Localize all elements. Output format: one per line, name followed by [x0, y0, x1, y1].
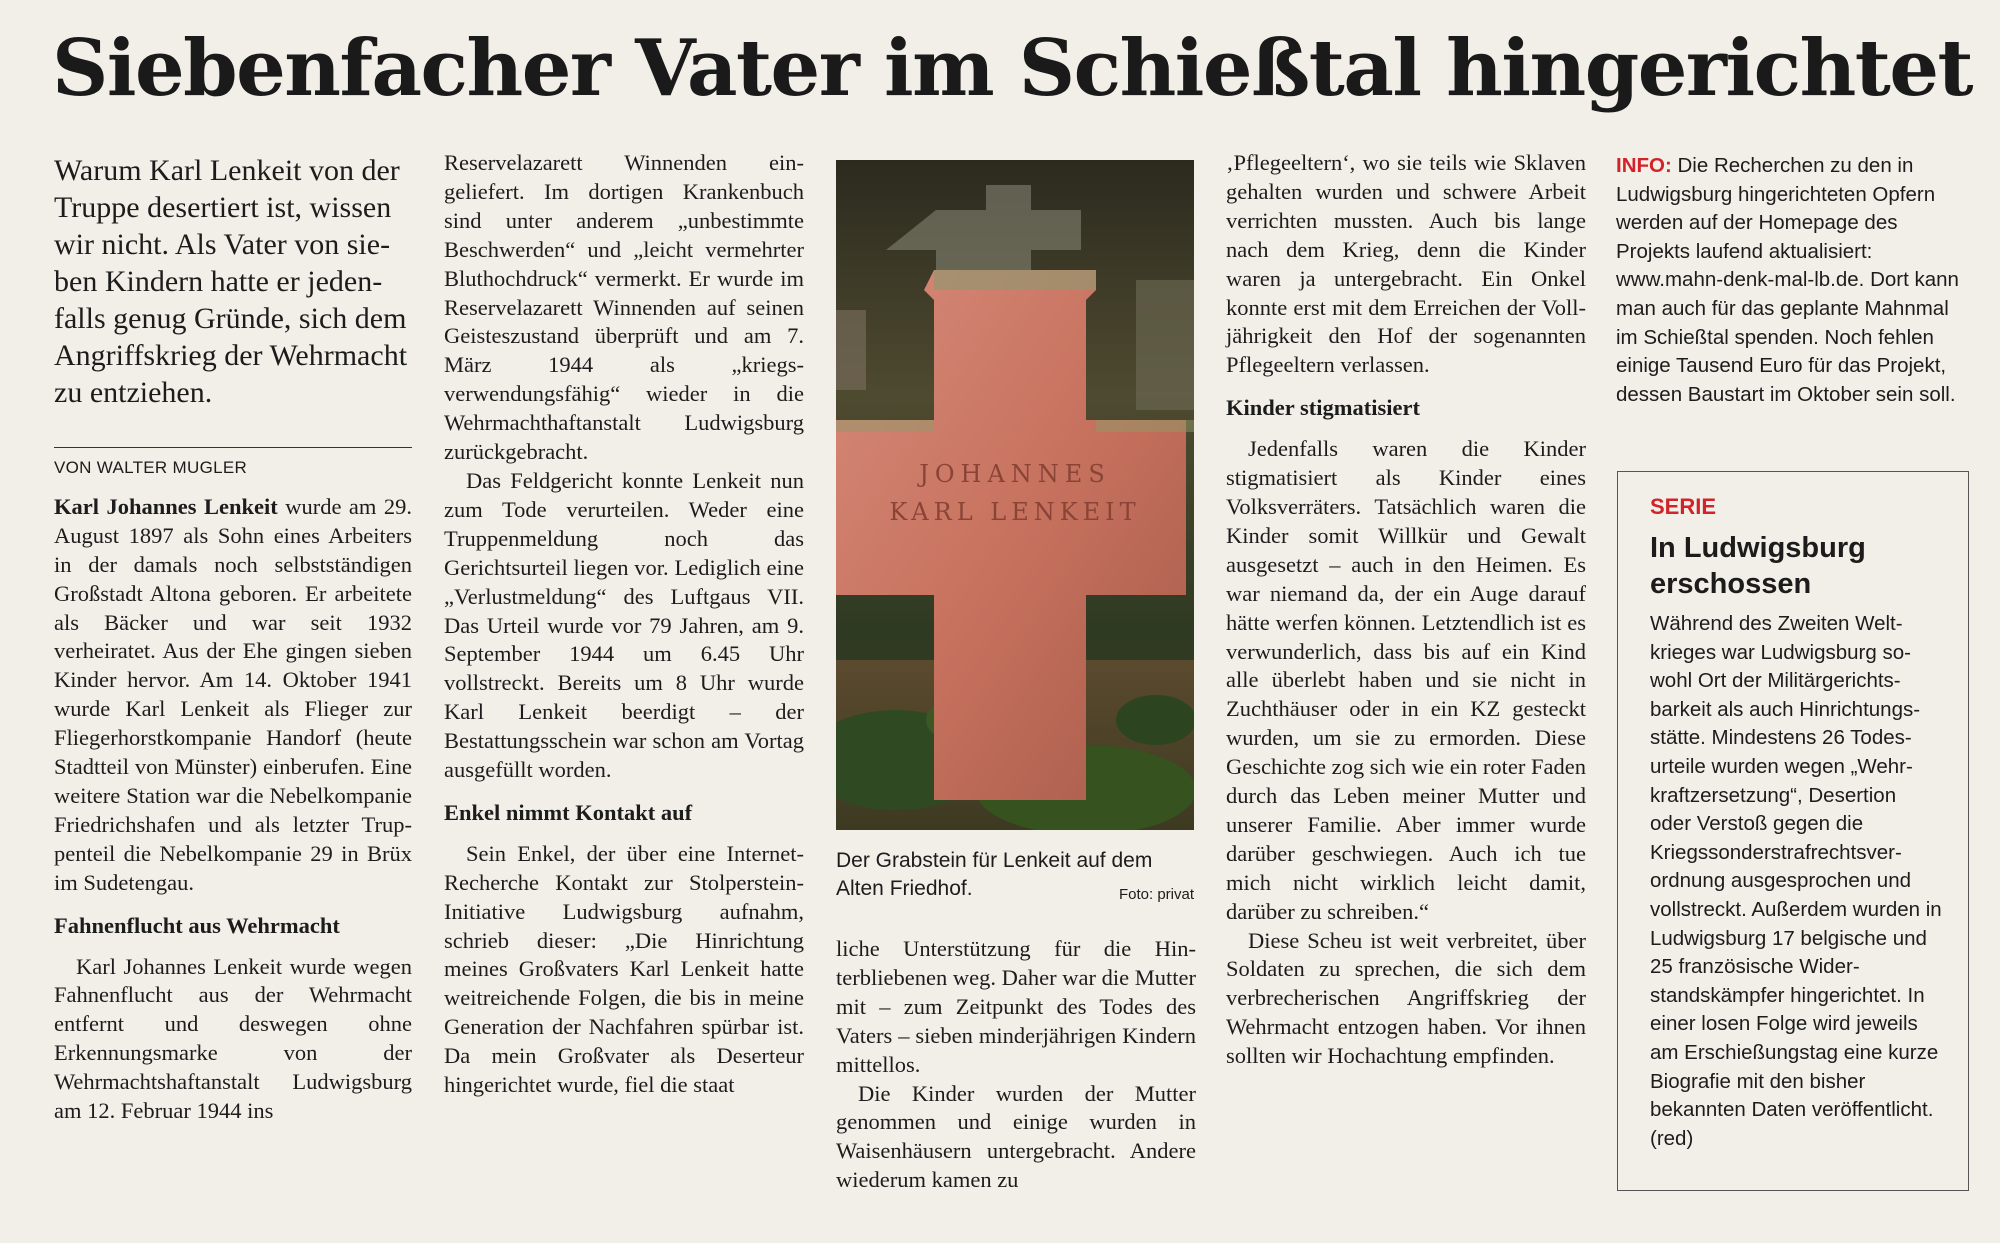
col2-paragraph-1: Reservelazarett Winnenden eingeliefert. Im dortigen Krankenbuch sind unter anderem „unbestimmte Beschwerden“ und „leicht vermehrter Bluthochdruck“ vermerkt. Er wurde im Reservelazarett Winnenden auf seinen Geisteszustand überprüft und am 7. März 1944 als „kriegsverwendungsfähig“ wieder in die Wehrmachthaftanstalt Ludwigsburg zurückgebracht. [444, 150, 804, 465]
col1-paragraph-2: Karl Johannes Lenkeit wurde wegen Fahnenflucht aus der Wehrmacht entfernt und deswegen ohne Erkennungsmarke von der Wehrmachtshaftanstalt Ludwigsburg am 12. Februar 1944 ins [54, 953, 412, 1124]
column-2 [444, 149, 804, 1100]
column-4 [1226, 149, 1586, 1071]
info-box [1616, 152, 1968, 409]
col4-paragraph-2: Jedenfalls waren die Kinder stigmatisiert als Kinder eines Volksverräters. Tatsächlich waren die Kinder somit Willkür und Gewalt ausgesetzt – auch in den Heimen. Es war niemand da, der ein Auge darauf hätte werfen können. Letztendlich ist es verwunderlich, dass bis auf ein Kind alle überlebt haben und sie nicht in Zuchthäuser oder in ein KZ gesteckt wurden, um sie zu ermorden. Diese Geschichte zog sich wie ein roter Faden durch das Leben meiner Mutter und unserer Familie. Aber immer wurde darüber geschwiegen. Auch ich tue mich nicht wirklich leicht damit, darüber zu schreiben.“ [1226, 436, 1586, 924]
info-tag: INFO: [1616, 154, 1672, 177]
headline: Siebenfacher Vater im Schießtal hingerichtet [52, 23, 1972, 114]
serie-text: Während des Zweiten Weltkrieges war Ludwigsburg sowohl Ort der Militärgerichtsbarkeit als auch Hinrichtungsstätte. Mindestens 26 Todesurteile wurden wegen „Wehrkraftzersetzung“, Desertion oder Verstoß gegen die Kriegssonderstrafrechtsverordnung ausgesprochen und vollstreckt. Außerdem wurden in Ludwigsburg 17 belgische und 25 französische Widerstandskämpfer hingerichtet. In einer losen Folge wird jeweils am Erschießungstag eine kurze Biografie mit den bisher bekannten Daten veröffentlicht. (red) [1650, 612, 1942, 1150]
photo-credit: Foto: privat [1118, 886, 1194, 903]
col1-paragraph-1-text: wurde am 29. August 1897 als Sohn eines Arbeiters in der damals noch selbstständigen Großstadt Altona geboren. Er arbeitete als Bäcker und war seit 1932 verheiratet. Aus der Ehe gingen sieben Kinder hervor. Am 14. Oktober 1941 wurde Karl Lenkeit als Flieger zur Fliegerhorstkompanie Handorf (heute Stadtteil von Münster) einberufen. Eine weitere Station war die Nebelkompanie Friedrichshafen und als letzter Truppenteil die Nebelkompanie 29 in Brüx im Sudetengau. [54, 493, 413, 895]
serie-label: SERIE [1650, 494, 1717, 519]
col1-paragraph-1 [54, 493, 412, 898]
serie-title: In Ludwigsburg erschossen [1650, 532, 1866, 600]
col2-paragraph-3: Sein Enkel, der über eine Internet-Recherche Kontakt zur Stolperstein-Initiative Ludwigsburg aufnahm, schrieb dieser: „Die Hinrichtung meines Großvaters Karl Lenkeit hatte weitreichende Folgen, die bis in meine Generation der Nachfahren spürbar ist. Da mein Großvater als Deserteur hingerichtet wurde, fiel die staat [444, 840, 804, 1098]
col4-paragraph-1: ‚Pflegeeltern‘, wo sie teils wie Sklaven gehalten wurden und schwere Arbeit verrichten mussten. Auch bis lange nach dem Krieg, denn die Kinder waren ja untergebracht. Ein Onkel konnte erst mit dem Erreichen der Volljährigkeit den Hof der sogenannten Pflegeeltern verlassen. [1226, 150, 1586, 378]
col4-paragraph-3: Diese Scheu ist weit verbreitet, über Soldaten zu sprechen, die sich dem verbrecherischen Angriffskrieg der Wehrmacht entzogen haben. Vor ihnen sollten wir Hochachtung empfinden. [1226, 927, 1586, 1069]
subhead-kinder: Kinder stigmatisiert [1226, 395, 1420, 421]
col3-paragraph-1: liche Unterstützung für die Hinterbliebenen weg. Daher war die Mutter mit – zum Zeitpunkt des Todes des Vaters – sieben minderjährigen Kindern mittellos. [836, 936, 1196, 1077]
column-1 [54, 152, 412, 1126]
caption-text: Der Grabstein für Lenkeit auf dem Alten Friedhof. [836, 849, 1153, 900]
subhead-enkel: Enkel nimmt Kontakt auf [444, 799, 693, 825]
stone-inscription-2: KARL LENKEIT [889, 498, 1141, 526]
lead-paragraph: Warum Karl Lenkeit von der Truppe desertiert ist, wissen wir nicht. Als Vater von sieben Kindern hatte er jedenfalls genug Gründe, sich dem Angriffskrieg der Wehrmacht zu entziehen. [54, 154, 408, 409]
col2-paragraph-2: Das Feldgericht konnte Lenkeit nun zum Tode verurteilen. Weder eine Truppenmeldung noch das Gerichtsurteil liegen vor. Lediglich eine „Verlustmeldung“ des Luftgaus VII. Das Urteil wurde vor 79 Jahren, am 9. September 1944 um 6.45 Uhr vollstreckt. Bereits um 8 Uhr wurde Karl Lenkeit beerdigt – der Bestattungsschein war schon am Vortag ausgefüllt worden. [444, 467, 804, 783]
byline: VON WALTER MUGLER [54, 447, 412, 483]
serie-box [1617, 471, 1969, 1191]
subhead-fahnenflucht: Fahnenflucht aus Wehrmacht [54, 912, 340, 938]
col3-paragraph-2: Die Kinder wurden der Mutter genommen und einige wurden in Waisenhäusern untergebracht. Andere wiederum kamen zu [836, 1080, 1196, 1193]
person-name: Karl Johannes Lenkeit [54, 493, 278, 519]
column-3 [836, 935, 1196, 1195]
photo-caption [836, 847, 1194, 909]
gravestone-photo [836, 160, 1194, 830]
stone-inscription-1: JOHANNES [919, 460, 1111, 488]
gravestone-image [836, 160, 1194, 830]
info-text: Die Recherchen zu den in Ludwigsburg hingerichteten Opfern werden auf der Homepage des Projekts laufend aktualisiert: www.mahn-denk-mal-lb.de. Dort kann man auch für das geplante Mahnmal im Schießtal spenden. Noch fehlen einige Tausend Euro für das Projekt, dessen Baustart im Oktober sein soll. [1616, 154, 1959, 406]
